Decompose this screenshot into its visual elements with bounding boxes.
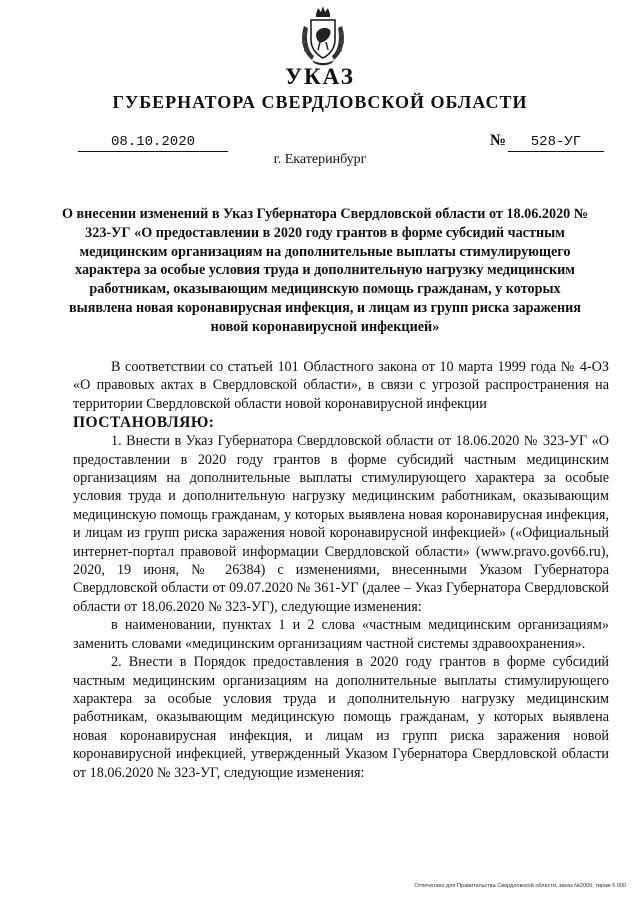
emblem <box>296 4 350 66</box>
document-heading: О внесении изменений в Указ Губернатора Свердловской области от 18.06.2020 № 323-УГ «О предоставлении в 2020 году грантов в форме субсидий частным медицинским организациям на дополнительные выплаты стимулирующего характера за особые условия труда и дополнительную нагрузку медицинским работникам, оказывающим медицинскую помощь гражданам, у которых выявлена новая коронавирусная инфекция, и лицам из групп риска заражения новой коронавирусной инфекцией» <box>61 206 589 335</box>
item-2-paragraph: 2. Внести в Порядок предоставления в 2020 году грантов в форме субсидий частным медицинским организациям на дополнительные выплаты стимулирующего характера за особые условия труда и дополнительную нагрузку медицинским работникам, оказывающим медицинскую помощь гражданам, у которых выявлена новая коронавирусная инфекция, и лицам из групп риска заражения новой коронавирусной инфекцией, утвержденный Указом Губернатора Свердловской области от 18.06.2020 № 323-УГ, следующие изменения: <box>73 654 609 781</box>
preamble-paragraph: В соответствии со статьей 101 Областного закона от 10 марта 1999 года № 4-ОЗ «О правовых актах в Свердловской области», в связи с угрозой распространения на территории Свердловской области новой коронавирусной инфекции <box>73 359 609 412</box>
print-footer: Отпечатано для Правительства Свердловской области, заказ №2006, тираж 6 000 <box>414 883 626 889</box>
city: г. Екатеринбург <box>273 152 367 167</box>
coat-of-arms-icon <box>296 4 350 66</box>
document-body <box>73 358 609 782</box>
item-1-detail-paragraph: в наименовании, пунктах 1 и 2 слова «частным медицинским организациям» заменить словами «медицинским организациям частной системы здравоохранения». <box>73 617 609 652</box>
document-title: УКАЗ <box>285 64 355 89</box>
registration-number: 528-УГ <box>508 134 604 152</box>
item-1-paragraph: 1. Внести в Указ Губернатора Свердловской области от 18.06.2020 № 323-УГ «О предоставлении в 2020 году грантов в форме субсидий частным медицинским организациям на дополнительные выплаты стимулирующего характера за особые условия труда и дополнительную нагрузку медицинским работникам, оказывающим медицинскую помощь гражданам, у которых выявлена новая коронавирусная инфекция, и лицам из групп риска заражения новой коронавирусной инфекцией» («Официальный интернет-портал правовой информации Свердловской области» (www.pravo.gov66.ru), 2020, 19 июня, № 26384) с изменениями, внесенными Указом Губернатора Свердловской области от 09.07.2020 № 361-УГ (далее – Указ Губернатора Свердловской области от 18.06.2020 № 323-УГ), следующие изменения: <box>73 433 609 615</box>
resolve-heading: ПОСТАНОВЛЯЮ: <box>73 414 215 432</box>
document-subtitle: ГУБЕРНАТОРА СВЕРДЛОВСКОЙ ОБЛАСТИ <box>112 92 528 112</box>
registration-number-sign: № <box>490 132 507 149</box>
registration-date: 08.10.2020 <box>78 134 228 152</box>
